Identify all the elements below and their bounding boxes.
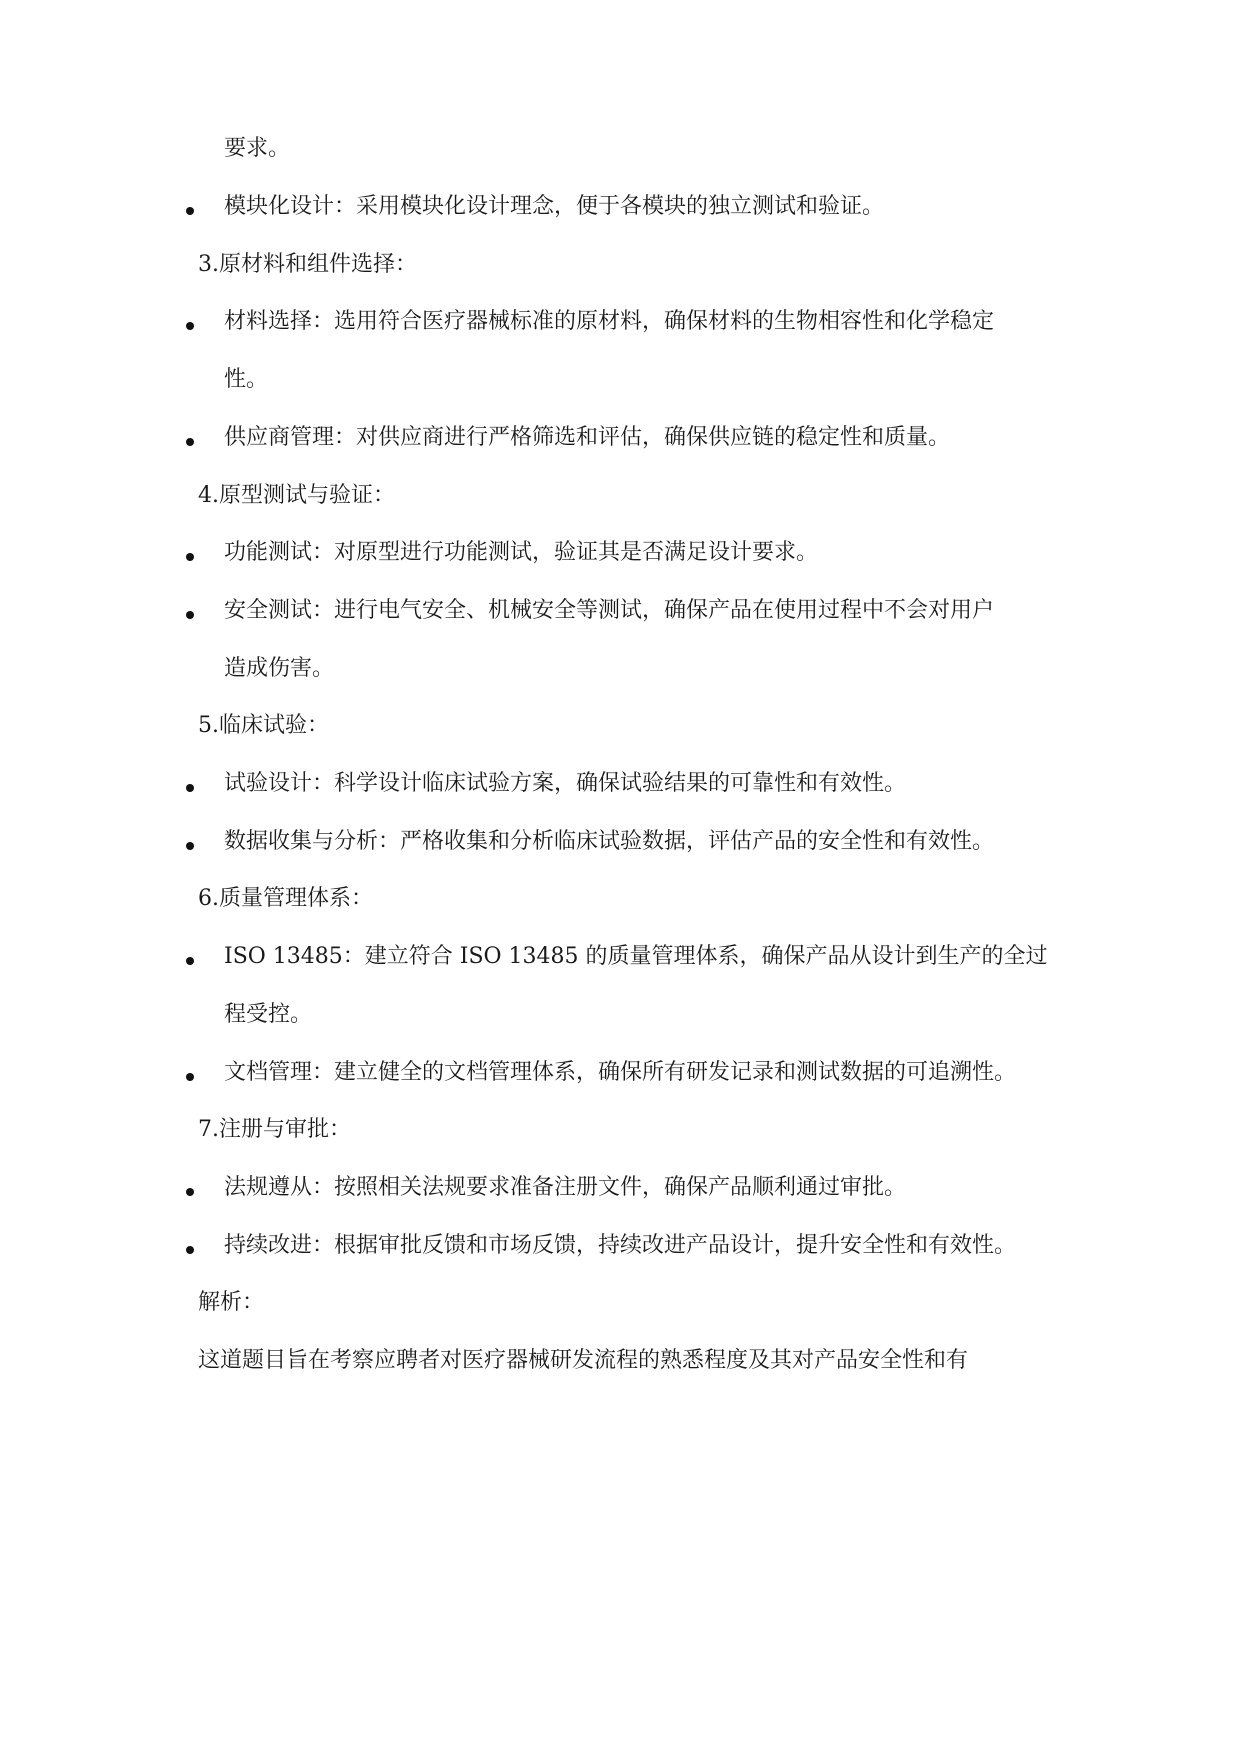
bullet-dot-icon <box>186 784 194 792</box>
section-heading: 4.原型测试与验证： <box>198 482 395 508</box>
list-item-text: 供应商管理：对供应商进行严格筛选和评估，确保供应链的稳定性和质量。 <box>224 424 951 450</box>
bullet-dot-icon <box>186 207 194 215</box>
bullet-dot-icon <box>186 957 194 965</box>
section-heading: 7.注册与审批： <box>198 1117 351 1143</box>
list-item-text: 持续改进：根据审批反馈和市场反馈，持续改进产品设计，提升安全性和有效性。 <box>224 1232 1017 1258</box>
list-item-text: ISO 13485：建立符合 ISO 13485 的质量管理体系，确保产品从设计到生产的全过 <box>224 944 1048 970</box>
list-item-text: 法规遵从：按照相关法规要求准备注册文件，确保产品顺利通过审批。 <box>224 1174 907 1200</box>
list-item-text: 材料选择：选用符合医疗器械标准的原材料，确保材料的生物相容性和化学稳定 <box>224 309 995 335</box>
section-heading: 6.质量管理体系： <box>198 886 373 912</box>
bullet-dot-icon <box>186 1246 194 1254</box>
list-item-continuation: 造成伤害。 <box>224 655 335 681</box>
section-heading: 5.临床试验： <box>198 713 329 739</box>
paragraph: 解析： <box>198 1290 265 1316</box>
list-item-text: 试验设计：科学设计临床试验方案，确保试验结果的可靠性和有效性。 <box>224 771 907 796</box>
bullet-dot-icon <box>186 438 194 446</box>
section-heading: 3.原材料和组件选择： <box>198 251 417 277</box>
bullet-dot-icon <box>186 842 194 850</box>
list-item-text: 数据收集与分析：严格收集和分析临床试验数据，评估产品的安全性和有效性。 <box>224 828 995 854</box>
bullet-dot-icon <box>186 1188 194 1196</box>
bullet-dot-icon <box>186 553 194 561</box>
list-item-text: 文档管理：建立健全的文档管理体系，确保所有研发记录和测试数据的可追溯性。 <box>224 1059 1017 1085</box>
paragraph: 这道题目旨在考察应聘者对医疗器械研发流程的熟悉程度及其对产品安全性和有 <box>198 1348 969 1373</box>
list-item-continuation: 性。 <box>224 367 269 393</box>
bullet-dot-icon <box>186 611 194 619</box>
list-item-text: 功能测试：对原型进行功能测试，验证其是否满足设计要求。 <box>224 540 819 566</box>
bullet-dot-icon <box>186 1073 194 1081</box>
continuation-text: 要求。 <box>224 136 291 161</box>
list-item-text: 安全测试：进行电气安全、机械安全等测试，确保产品在使用过程中不会对用户 <box>224 597 995 623</box>
list-item-continuation: 程受控。 <box>224 1001 313 1027</box>
bullet-dot-icon <box>186 322 194 330</box>
list-item-text: 模块化设计：采用模块化设计理念，便于各模块的独立测试和验证。 <box>224 194 885 219</box>
